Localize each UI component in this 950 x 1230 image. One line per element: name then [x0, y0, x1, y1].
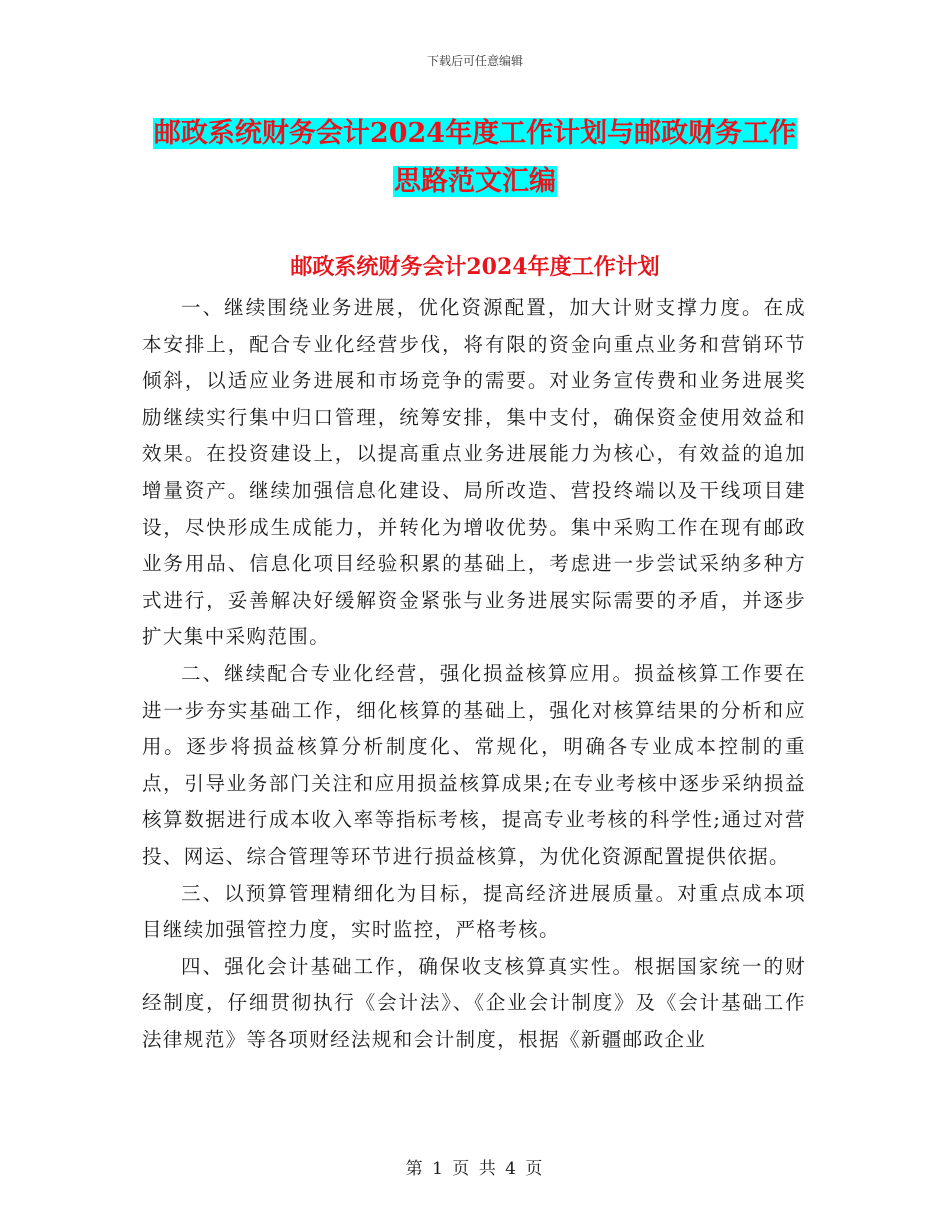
paragraph-2: 二、继续配合专业化经营，强化损益核算应用。损益核算工作要在进一步夯实基础工作，细化核算的基础上，强化对核算结果的分析和应用。逐步将损益核算分析制度化、常规化，明确各专业成本控制的重点，引导业务部门关注和应用损益核算成果;在专业考核中逐步采纳损益核算数据进行成本收入率等指标考核，提高专业考核的科学性;通过对营投、网运、综合管理等环节进行损益核算，为优化资源配置提供依据。 — [142, 661, 806, 868]
paragraph-3: 三、以预算管理精细化为目标，提高经济进展质量。对重点成本项目继续加强管控力度，实时监控，严格考核。 — [142, 881, 806, 942]
body-text — [142, 290, 806, 1058]
document-title-line2: 思路范文汇编 — [394, 166, 556, 197]
paragraph-4: 四、强化会计基础工作，确保收支核算真实性。根据国家统一的财经制度，仔细贯彻执行《会计法》、《企业会计制度》及《会计基础工作法律规范》等各项财经法规和会计制度，根据《新疆邮政企业 — [142, 954, 806, 1051]
document-title-line1: 邮政系统财务会计2024年度工作计划与邮政财务工作 — [153, 118, 797, 149]
section-title: 邮政系统财务会计2024年度工作计划 — [290, 254, 660, 280]
header-note: 下载后可任意编辑 — [426, 54, 523, 68]
paragraph-1: 一、继续围绕业务进展，优化资源配置，加大计财支撑力度。在成本安排上，配合专业化经营步伐，将有限的资金向重点业务和营销环节倾斜，以适应业务进展和市场竞争的需要。对业务宣传费和业务进展奖励继续实行集中归口管理，统筹安排，集中支付，确保资金使用效益和效果。在投资建设上，以提高重点业务进展能力为核心，有效益的追加增量资产。继续加强信息化建设、局所改造、营投终端以及干线项目建设，尽快形成生成能力，并转化为增收优势。集中采购工作在现有邮政业务用品、信息化项目经验积累的基础上，考虑进一步尝试采纳多种方式进行，妥善解决好缓解资金紧张与业务进展实际需要的矛盾，并逐步扩大集中采购范围。 — [142, 296, 806, 649]
document-title — [120, 110, 830, 206]
page-footer: 第 1 页 共 4 页 — [405, 1159, 545, 1179]
